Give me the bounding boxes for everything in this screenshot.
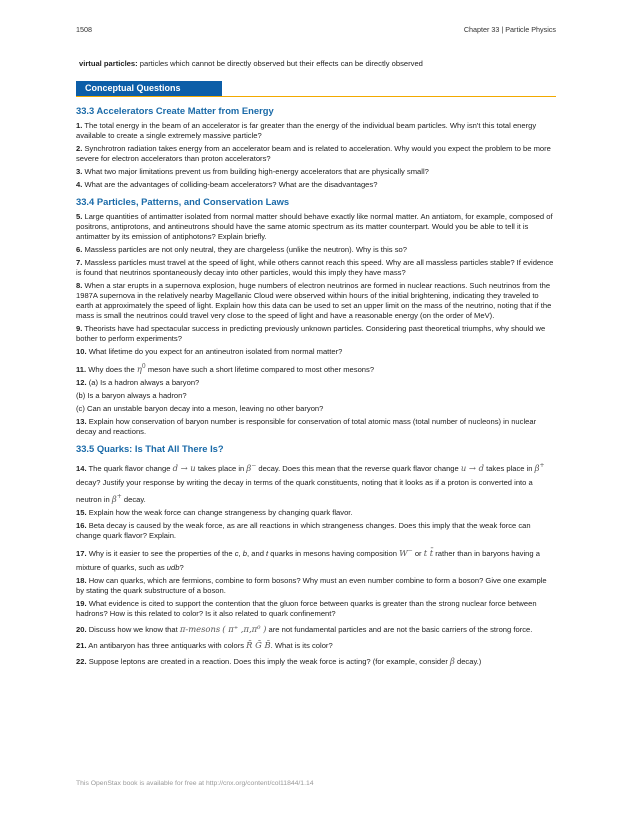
section-title-33-3: 33.3 Accelerators Create Matter from Energy (76, 105, 274, 116)
question: 17. Why is it easier to see the properties of the c, b, and t quarks in mesons having composition W− or t t̄ rather than in baryons having a mixture of quarks, such as udb? (76, 547, 540, 572)
question: 7. Massless particles must travel at the speed of light, while others cannot reach this speed. Why are all massless particles stable? If evidence is found that neutrinos spontaneously decay into other particles, would this imply they have mass? (76, 258, 554, 277)
conceptual-questions-banner (76, 81, 556, 97)
question: 22. Suppose leptons are created in a reaction. Does this imply the weak force is acting? (for example, consider β decay.) (76, 656, 482, 666)
question-part: (c) Can an unstable baryon decay into a meson, leaving no other baryon? (76, 404, 324, 413)
page-content (76, 59, 556, 670)
question: 6. Massless particles are not only neutral, they are chargeless (unlike the neutron). Why is this so? (76, 245, 407, 254)
section-title-33-4: 33.4 Particles, Patterns, and Conservation Laws (76, 196, 290, 207)
question: 19. What evidence is cited to support the contention that the gluon force between quarks is greater than the strong nuclear force between hadrons? How is this related to color? Is it also related to quark confinement? (76, 599, 537, 618)
question: 15. Explain how the weak force can change strangeness by changing quark flavor. (76, 508, 353, 517)
glossary-term: virtual particles: (79, 59, 138, 68)
conceptual-questions-heading: Conceptual Questions (76, 81, 222, 96)
page-number: 1508 (76, 25, 92, 34)
question: 1. The total energy in the beam of an accelerator is far greater than the energy of the individual beam particles. Why isn't this total energy available to create a single extremely massive particle? (76, 121, 537, 140)
chapter-title: Chapter 33 | Particle Physics (463, 25, 556, 34)
question: 2. Synchrotron radiation takes energy from an accelerator beam and is related to acceleration. Why would you expect the problem to be more severe for electron accelerators than proton accelerators? (76, 144, 551, 163)
question: 18. How can quarks, which are fermions, combine to form bosons? Why must an even number combine to form a boson? Give one example by stating the quark substructure of a boson. (76, 576, 547, 595)
question: 11. Why does the $\eta^0$ meson have such a short lifetime compared to most other mesons? (76, 363, 375, 374)
question: 12. (a) Is a hadron always a baryon? (76, 378, 200, 387)
question: 21. An antibaryon has three antiquarks with colors R̄ Ḡ B̄. What is its color? (76, 640, 333, 650)
question: 10. What lifetime do you expect for an antineutron isolated from normal matter? (76, 347, 343, 356)
question: 9. Theorists have had spectacular success in predicting previously unknown particles. Considering past theoretical triumphs, why should we bother to perform experiments? (76, 324, 546, 343)
question: 14. The quark flavor change d → u takes place in β− decay. Does this mean that the reverse quark flavor change u → d takes place in β+ decay? Justify your response by writing the decay in terms of the quark constituents, noting that it looks as if a proton is converted into a neutron in β+ decay. (76, 462, 545, 504)
question: 20. Discuss how we know that π-mesons ( π⁺ ,π,π⁰ ) are not fundamental particles and are not the basic carriers of the strong force. (76, 624, 533, 634)
question: 8. When a star erupts in a supernova explosion, huge numbers of electron neutrinos are formed in nuclear reactions. Such neutrinos from the 1987A supernova in the relatively nearby Magellanic Cloud were observed within hours of the initial brightening, indicating they traveled to earth at approximately the speed of light. Explain how this data can be used to set an upper limit on the mass of the neutrino, noting that if the mass is small the neutrinos could travel very close to the speed of light and have a reasonable energy (on the order of MeV). (76, 281, 552, 320)
page-footer: This OpenStax book is available for free at http://cnx.org/content/col11844/1.14 (76, 780, 314, 787)
section-title-33-5: 33.5 Quarks: Is That All There Is? (76, 443, 224, 454)
question: 5. Large quantities of antimatter isolated from normal matter should behave exactly like normal matter. An antiatom, for example, composed of positrons, antiprotons, and antineutrons should have the same atomic spectrum as its matter counterpart. Would you be able to tell it is antimatter by its emission of antiphotons? Explain briefly. (76, 212, 553, 241)
glossary-definition: particles which cannot be directly observed but their effects can be directly observed (139, 59, 423, 68)
math-eta: $\eta^0$ (136, 363, 146, 374)
glossary-entry (79, 59, 556, 69)
question-part: (b) Is a baryon always a hadron? (76, 391, 187, 400)
question: 16. Beta decay is caused by the weak force, as are all reactions in which strangeness changes. Does this imply that the weak force can change quark flavor? Explain. (76, 521, 531, 540)
question: 4. What are the advantages of colliding-beam accelerators? What are the disadvantages? (76, 180, 378, 189)
question: 3. What two major limitations prevent us from building high-energy accelerators that are physically small? (76, 167, 429, 176)
question: 13. Explain how conservation of baryon number is responsible for conservation of total atomic mass (total number of nucleons) in nuclear decay and reactions. (76, 417, 537, 436)
